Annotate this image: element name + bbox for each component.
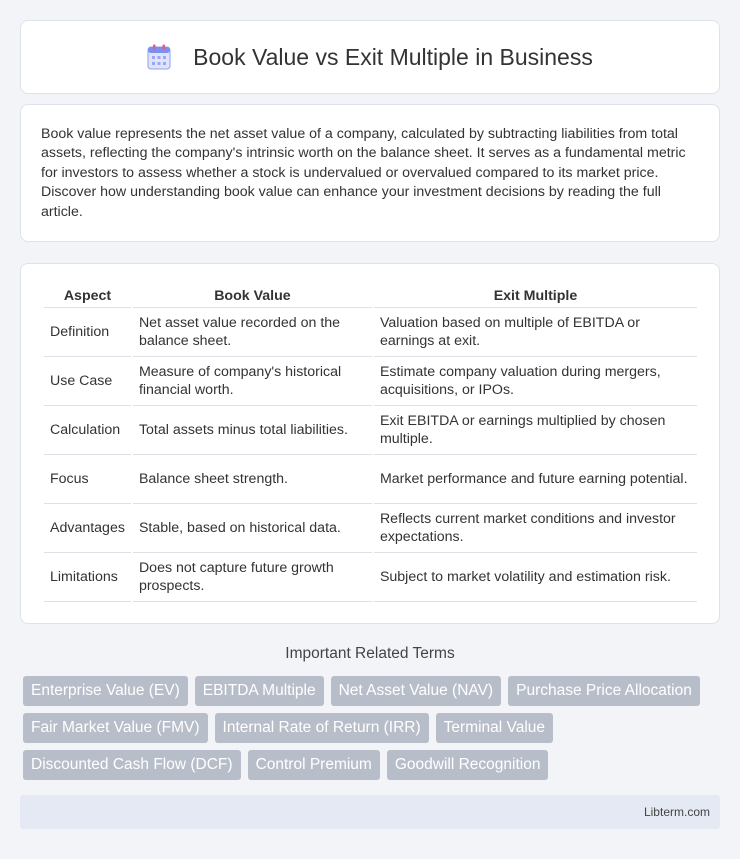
table-cell: Use Case — [44, 357, 131, 406]
header-aspect: Aspect — [44, 284, 131, 308]
table-cell: Market performance and future earning potential. — [374, 455, 697, 504]
table-cell: Calculation — [44, 406, 131, 455]
comparison-table-card — [20, 263, 720, 624]
table-cell: Advantages — [44, 504, 131, 553]
term-tag[interactable]: Fair Market Value (FMV) — [23, 713, 208, 743]
table-cell: Focus — [44, 455, 131, 504]
calendar-icon — [147, 44, 171, 70]
footer — [20, 795, 720, 829]
table-cell: Balance sheet strength. — [133, 455, 372, 504]
term-tag[interactable]: Discounted Cash Flow (DCF) — [23, 750, 241, 780]
term-tag[interactable]: Net Asset Value (NAV) — [331, 676, 502, 706]
table-cell: Stable, based on historical data. — [133, 504, 372, 553]
table-cell: Definition — [44, 308, 131, 357]
table-row — [44, 357, 697, 406]
footer-brand-link[interactable]: Libterm.com — [643, 805, 710, 819]
table-cell: Valuation based on multiple of EBITDA or earnings at exit. — [374, 308, 697, 357]
table-cell: Total assets minus total liabilities. — [133, 406, 372, 455]
table-row — [44, 308, 697, 357]
page-title: Book Value vs Exit Multiple in Business — [193, 43, 593, 70]
term-tag[interactable]: Control Premium — [248, 750, 380, 780]
related-terms-title: Important Related Terms — [285, 645, 455, 662]
table-header-row — [44, 284, 697, 308]
table-cell: Net asset value recorded on the balance sheet. — [133, 308, 372, 357]
term-tag[interactable]: Internal Rate of Return (IRR) — [215, 713, 429, 743]
term-tag[interactable]: Enterprise Value (EV) — [23, 676, 188, 706]
header-book-value: Book Value — [133, 284, 372, 308]
comparison-table — [42, 284, 699, 602]
term-tag[interactable]: Purchase Price Allocation — [508, 676, 700, 706]
table-row — [44, 504, 697, 553]
related-terms-list — [23, 676, 723, 780]
table-cell: Subject to market volatility and estimation risk. — [374, 553, 697, 602]
table-row — [44, 553, 697, 602]
intro-card — [20, 104, 720, 242]
table-row — [44, 406, 697, 455]
table-cell: Limitations — [44, 553, 131, 602]
table-cell: Measure of company's historical financial worth. — [133, 357, 372, 406]
table-cell: Does not capture future growth prospects. — [133, 553, 372, 602]
term-tag[interactable]: Goodwill Recognition — [387, 750, 549, 780]
term-tag[interactable]: Terminal Value — [436, 713, 553, 743]
intro-text: Book value represents the net asset value of a company, calculated by subtracting liabilities from total assets, reflecting the company's intrinsic worth on the balance sheet. It serves as a fundamental metric for investors to assess whether a stock is undervalued or overvalued compared to its market price. Discover how understanding book value can enhance your investment decisions by reading the full article. — [41, 126, 686, 220]
table-cell: Exit EBITDA or earnings multiplied by chosen multiple. — [374, 406, 697, 455]
term-tag[interactable]: EBITDA Multiple — [195, 676, 324, 706]
table-cell: Reflects current market conditions and investor expectations. — [374, 504, 697, 553]
table-cell: Estimate company valuation during mergers, acquisitions, or IPOs. — [374, 357, 697, 406]
header-card — [20, 20, 720, 94]
header-exit-multiple: Exit Multiple — [374, 284, 697, 308]
table-row — [44, 455, 697, 504]
